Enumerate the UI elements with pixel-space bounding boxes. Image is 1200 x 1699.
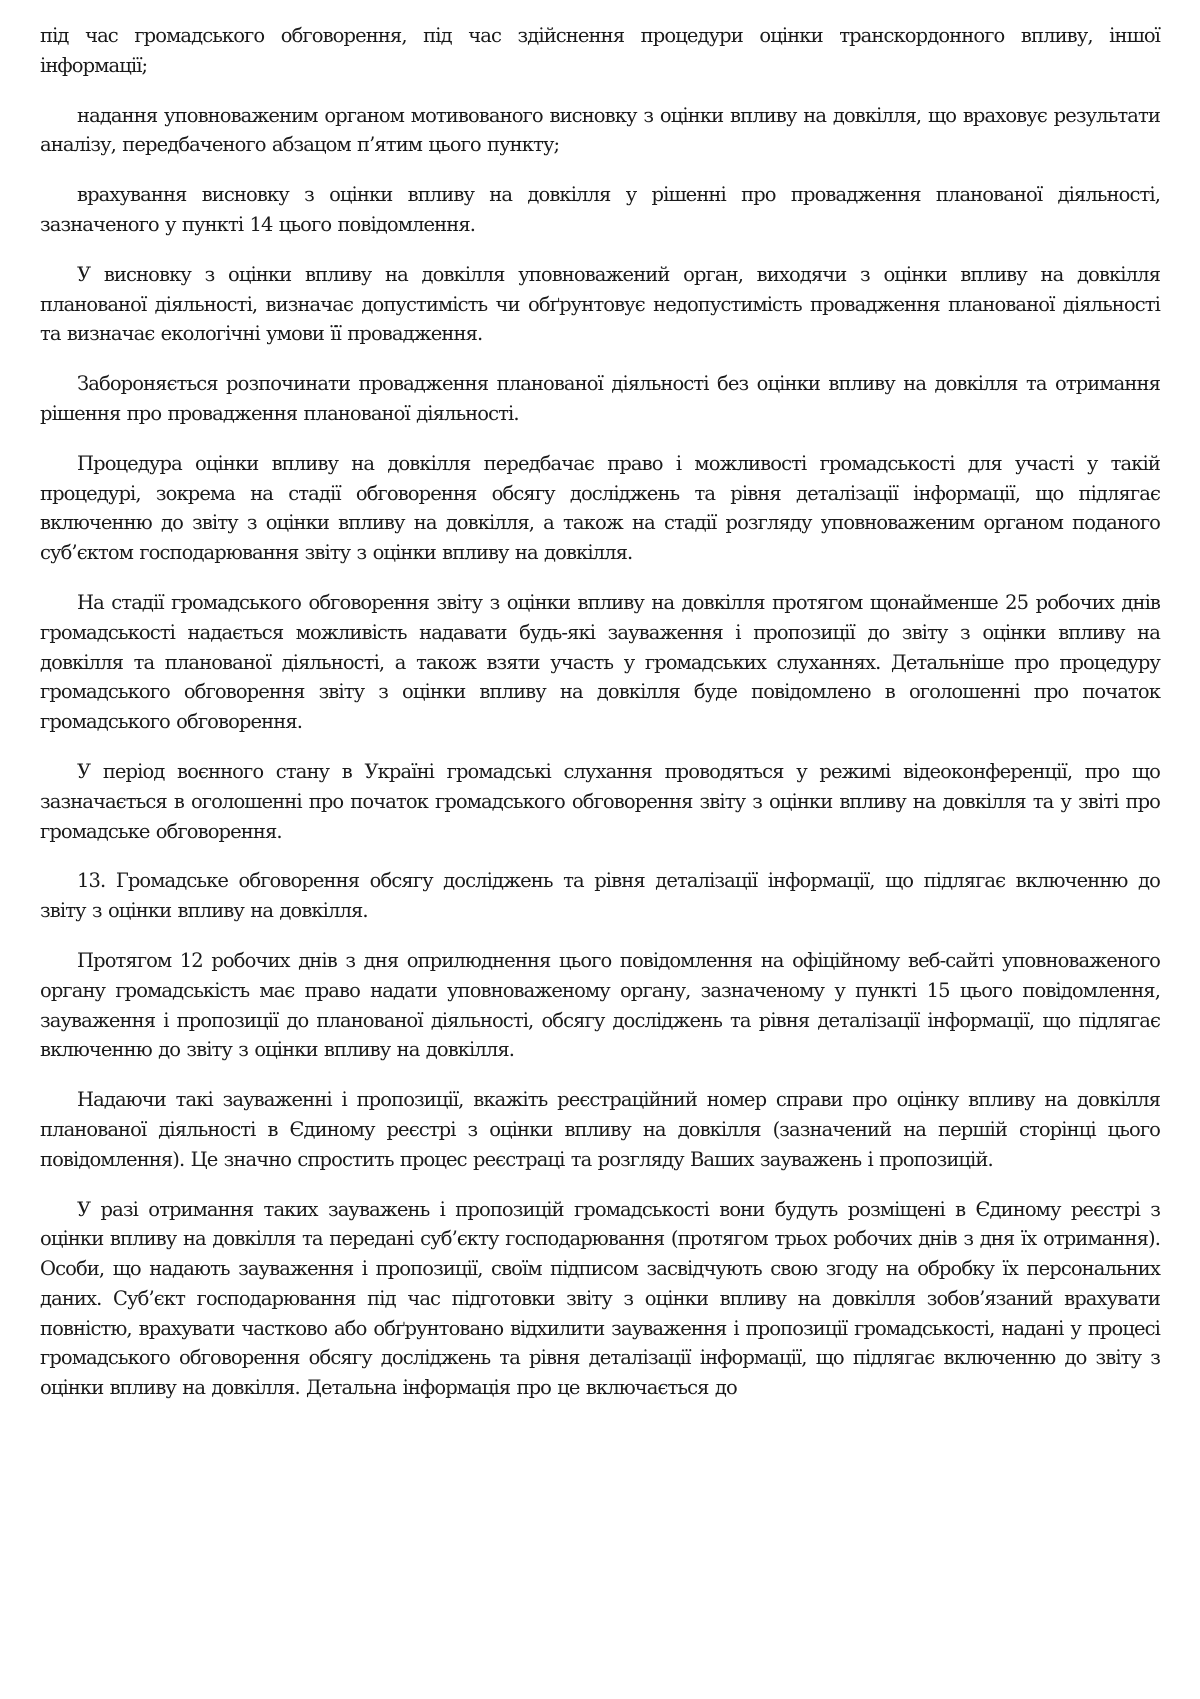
paragraph-conclusion-consideration: врахування висновку з оцінки впливу на довкілля у рішенні про провадження планованої діяльності, зазначеного у пункті 14 цього повідомлення. (40, 183, 1160, 236)
paragraph-registration-number: Надаючи такі зауваженні і пропозиції, вкажіть реєстраційний номер справи про оцінку впливу на довкілля планованої діяльності в Єдиному реєстрі з оцінки впливу на довкілля (зазначений на першій сторінці цього повідомлення). Це значно спростить процес реєстраці та розгляду Ваших зауважень і пропозицій. (40, 1088, 1160, 1171)
paragraph-conclusion-content: У висновку з оцінки впливу на довкілля уповноважений орган, виходячи з оцінки впливу на довкілля планованої діяльності, визначає допустимість чи обґрунтовує недопустимість провадження планованої діяльності та визначає екологічні умови її провадження. (40, 262, 1160, 346)
section-13-heading: 13. Громадське обговорення обсягу досліджень та рівня деталізації інформації, що підлягає включенню до звіту з оцінки впливу на довкілля. (40, 869, 1160, 923)
paragraph-conclusion-provision: надання уповноваженим органом мотивованого висновку з оцінки впливу на довкілля, що враховує результати аналізу, передбаченого абзацом п’ятим цього пункту; (40, 103, 1160, 157)
paragraph-prohibition: Забороняється розпочинати провадження планованої діяльності без оцінки впливу на довкілля та отримання рішення про провадження планованої діяльності. (40, 372, 1160, 425)
paragraph-public-participation: Процедура оцінки впливу на довкілля передбачає право і можливості громадськості для участі у такій процедурі, зокрема на стадії обговорення обсягу досліджень та рівня деталізації інформації, що підлягає включенню до звіту з оцінки впливу на довкілля, а також на стадії розгляду уповноваженим органом поданого суб’єктом господарювання звіту з оцінки впливу на довкілля. (40, 451, 1160, 565)
paragraph-comments-handling: У разі отримання таких зауважень і пропозицій громадськості вони будуть розміщені в Єдиному реєстрі з оцінки впливу на довкілля та передані суб’єкту господарювання (протягом трьох робочих днів з дня їх отримання). Особи, що надають зауваження і пропозиції, своїм підписом засвідчують свою згоду на обробку їх персональних даних. Суб’єкт господарювання під час підготовки звіту з оцінки впливу на довкілля зобов’язаний врахувати повністю, врахувати частково або обґрунтовано відхилити зауваження і пропозиції громадськості, надані у процесі громадського обговорення обсягу досліджень та рівня деталізації інформації, що підлягає включенню до звіту з оцінки впливу на довкілля. Детальна інформація про це включається до (40, 1197, 1160, 1400)
document-page (40, 21, 1160, 1423)
paragraph-martial-law: У період воєнного стану в Україні громадські слухання проводяться у режимі відеоконференції, про що зазначається в оголошенні про початок громадського обговорення звіту з оцінки впливу на довкілля та у звіті про громадське обговорення. (40, 759, 1160, 843)
paragraph-12-days: Протягом 12 робочих днів з дня оприлюднення цього повідомлення на офіційному веб-сайті уповноваженого органу громадськість має право надати уповноваженому органу, зазначеному у пункті 15 цього повідомлення, зауваження і пропозиції до планованої діяльності, обсягу досліджень та рівня деталізації інформації, що підлягає включенню до звіту з оцінки впливу на довкілля. (40, 948, 1160, 1062)
paragraph-continuation: під час громадського обговорення, під час здійснення процедури оцінки транскордонного впливу, іншої інформації; (40, 24, 1160, 77)
paragraph-report-discussion: На стадії громадського обговорення звіту з оцінки впливу на довкілля протягом щонайменше 25 робочих днів громадськості надається можливість надавати будь-які зауваження і пропозиції до звіту з оцінки впливу на довкілля та планованої діяльності, а також взяти участь у громадських слуханнях. Детальніше про процедуру громадського обговорення звіту з оцінки впливу на довкілля буде повідомлено в оголошенні про початок громадського обговорення. (40, 590, 1160, 734)
